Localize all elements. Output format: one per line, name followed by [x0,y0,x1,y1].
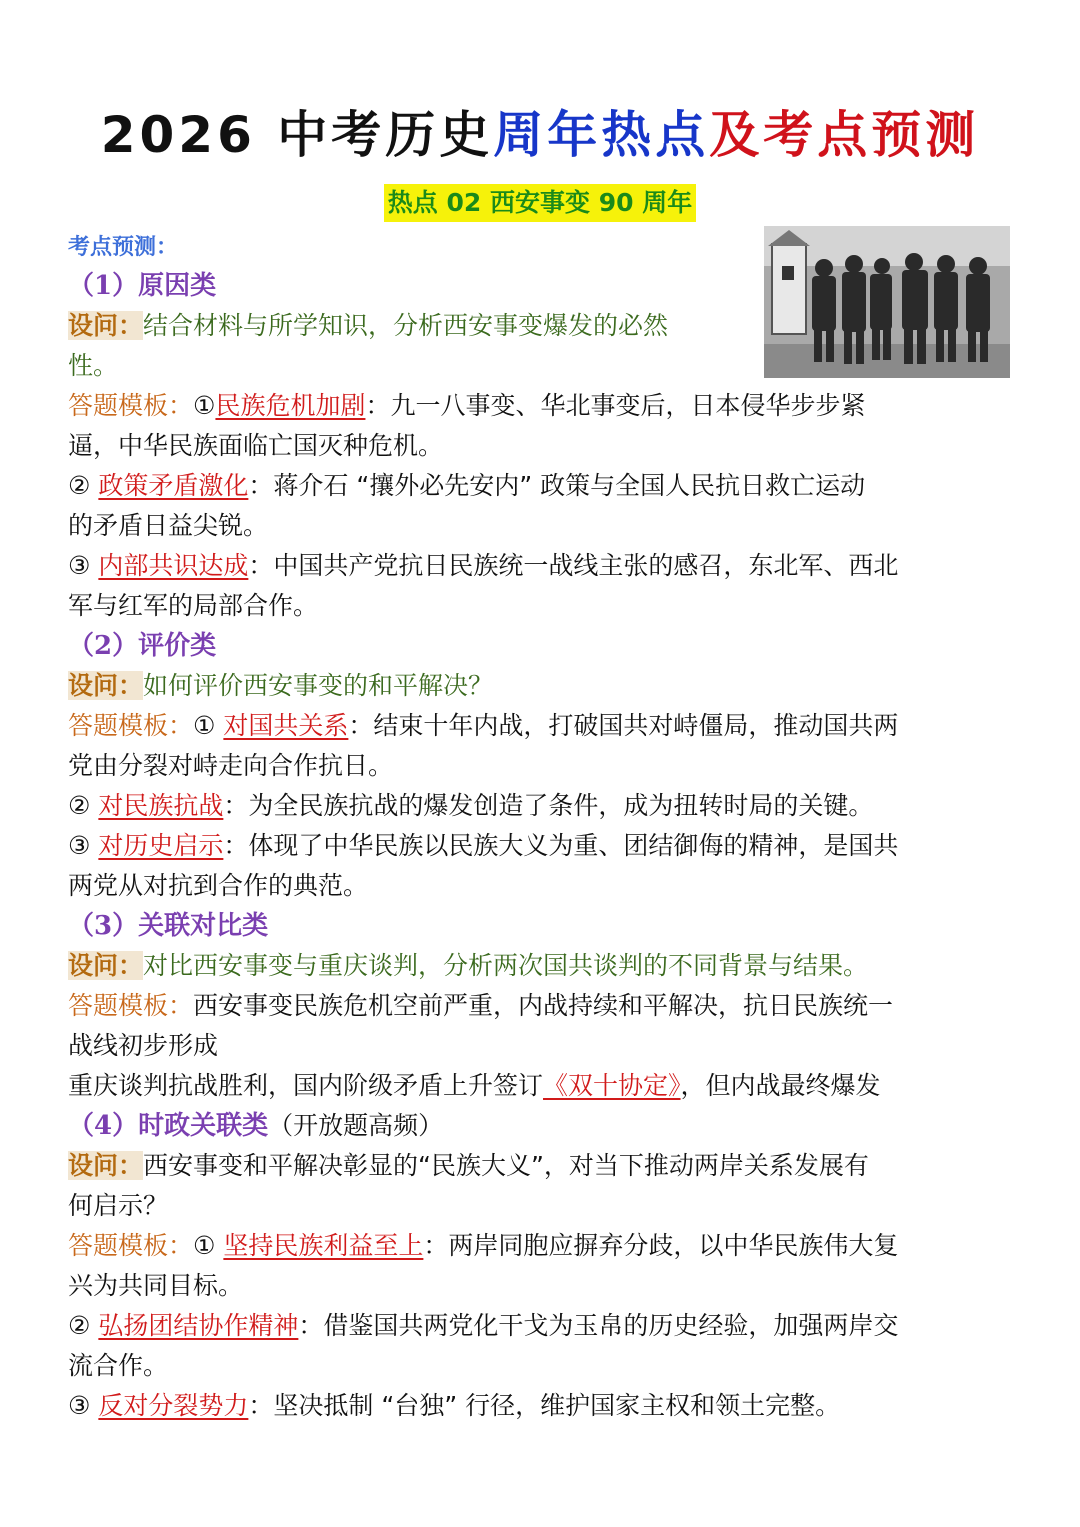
cat2-question-text-1: 如何评价西安事变的和平解决？ [143,671,494,700]
cat2-a3-text-2: 两党从对抗到合作的典范。 [68,871,369,900]
cat4-a1-num: ① [193,1231,224,1260]
cat4-a3-text-1: ：坚决抵制 “台独” 行径，维护国家主权和领土完整。 [248,1391,841,1420]
cat1-answer-line-6 [68,586,1013,626]
cat1-answer-line-4 [68,506,1013,546]
cat4-a1-text-1: ：两岸同胞应摒弃分歧，以中华民族伟大复 [423,1231,899,1260]
cat2-answer-label: 答题模板： [68,711,194,740]
cat1-question-label: 设问： [68,311,144,340]
cat2-a3-num: ③ [68,831,99,860]
cat1-a1-text-2: 逼，中华民族面临亡国灭种危机。 [68,431,444,460]
cat1-a2-text-2: 的矛盾日益尖锐。 [68,511,269,540]
section-label: 考点预测： [68,235,179,260]
cat2-title-line [68,626,1013,666]
cat3-a-text-3a: 重庆谈判抗战胜利，国内阶级矛盾上升签订 [68,1071,544,1100]
cat1-answer-line-3 [68,466,1013,506]
cat1-question-text-1: 结合材料与所学知识，分析西安事变爆发的必然 [143,311,669,340]
cat4-question-line-2 [68,1186,1013,1226]
cat1-a3-text-2: 军与红军的局部合作。 [68,591,319,620]
page-title [0,100,1080,170]
cat1-a1-text-1: ：九一八事变、华北事变后，日本侵华步步紧 [365,391,866,420]
cat2-question-label: 设问： [68,671,144,700]
cat1-answer-line-2 [68,426,1013,466]
cat3-answer-label: 答题模板： [68,991,194,1020]
cat2-a2-text-1: ：为全民族抗战的爆发创造了条件，成为扭转时局的关键。 [223,791,874,820]
cat2-a3-key: 对历史启示 [98,831,224,860]
cat3-answer-line-2 [68,1026,1013,1066]
title-part-hotspot: 周年热点 [493,106,710,164]
cat2-a2-key: 对民族抗战 [98,791,224,820]
cat2-answer-line-4 [68,826,1013,866]
cat1-answer-line-1 [68,386,1013,426]
cat2-answer-line-3 [68,786,1013,826]
cat2-answer-line-2 [68,746,1013,786]
cat3-title-line [68,906,1013,946]
title-part-forecast: 及考点预测 [709,106,980,164]
cat4-question-text-2: 何启示？ [68,1191,169,1220]
cat4-title-extra: （开放题高频） [268,1111,444,1140]
cat1-answer-line-5 [68,546,1013,586]
cat2-question-line-1 [68,666,1013,706]
subtitle-wrap [0,184,1080,222]
cat4-a3-key: 反对分裂势力 [98,1391,249,1420]
cat2-a1-text-1: ：结束十年内战，打破国共对峙僵局，推动国共两 [348,711,899,740]
cat4-a2-num: ② [68,1311,99,1340]
cat2-title: （2）评价类 [68,631,217,661]
cat1-a3-text-1: ：中国共产党抗日民族统一战线主张的感召，东北军、西北 [248,551,899,580]
cat4-answer-line-4 [68,1346,1013,1386]
cat1-title: （1）原因类 [68,271,217,301]
cat1-question-line-1 [68,306,1013,346]
cat3-a-text-2: 战线初步形成 [68,1031,219,1060]
cat3-question-text-1: 对比西安事变与重庆谈判，分析两次国共谈判的不同背景与结果。 [143,951,869,980]
cat3-a-key: 《双十协定》 [543,1071,681,1100]
cat4-question-label: 设问： [68,1151,144,1180]
cat4-title-line [68,1106,1013,1146]
cat3-question-line-1 [68,946,1013,986]
cat3-title: （3）关联对比类 [68,911,269,941]
cat1-a1-num: ① [193,391,216,420]
cat1-a1-key: 民族危机加剧 [215,391,366,420]
cat3-a-text-1: 西安事变民族危机空前严重，内战持续和平解决，抗日民族统一 [193,991,894,1020]
cat2-answer-line-5 [68,866,1013,906]
cat1-question-line-2 [68,346,1013,386]
cat3-answer-line-1 [68,986,1013,1026]
subtitle: 热点 02 西安事变 90 周年 [384,184,696,222]
cat4-answer-line-2 [68,1266,1013,1306]
cat4-answer-label: 答题模板： [68,1231,194,1260]
cat4-a2-text-2: 流合作。 [68,1351,169,1380]
cat1-a3-num: ③ [68,551,99,580]
cat4-question-line-1 [68,1146,1013,1186]
cat4-title: （4）时政关联类 [68,1111,269,1141]
cat1-answer-label: 答题模板： [68,391,194,420]
content-body [68,226,1013,1426]
cat2-a1-key: 对国共关系 [223,711,349,740]
cat2-a1-text-2: 党由分裂对峙走向合作抗日。 [68,751,394,780]
cat2-a2-num: ② [68,791,99,820]
cat4-a1-key: 坚持民族利益至上 [223,1231,424,1260]
cat4-a2-key: 弘扬团结协作精神 [98,1311,299,1340]
cat4-answer-line-5 [68,1386,1013,1426]
cat2-answer-line-1 [68,706,1013,746]
cat4-a1-text-2: 兴为共同目标。 [68,1271,244,1300]
cat3-question-label: 设问： [68,951,144,980]
cat4-a3-num: ③ [68,1391,99,1420]
cat2-a3-text-1: ：体现了中华民族以民族大义为重、团结御侮的精神，是国共 [223,831,899,860]
cat1-a3-key: 内部共识达成 [98,551,249,580]
cat1-title-line [68,266,1013,306]
section-label-line [68,226,1013,266]
cat1-question-text-2: 性。 [68,351,119,380]
cat3-a-text-3b: ，但内战最终爆发 [680,1071,881,1100]
cat1-a2-num: ② [68,471,99,500]
title-part-year: 2026 中考历史 [100,106,494,164]
cat1-a2-text-1: ：蒋介石 “攘外必先安内” 政策与全国人民抗日救亡运动 [248,471,866,500]
cat4-a2-text-1: ：借鉴国共两党化干戈为玉帛的历史经验，加强两岸交 [298,1311,899,1340]
cat4-answer-line-1 [68,1226,1013,1266]
cat3-answer-line-3 [68,1066,1013,1106]
cat4-answer-line-3 [68,1306,1013,1346]
cat1-a2-key: 政策矛盾激化 [98,471,249,500]
cat4-question-text-1: 西安事变和平解决彰显的“民族大义”，对当下推动两岸关系发展有 [143,1151,869,1180]
cat2-a1-num: ① [193,711,224,740]
